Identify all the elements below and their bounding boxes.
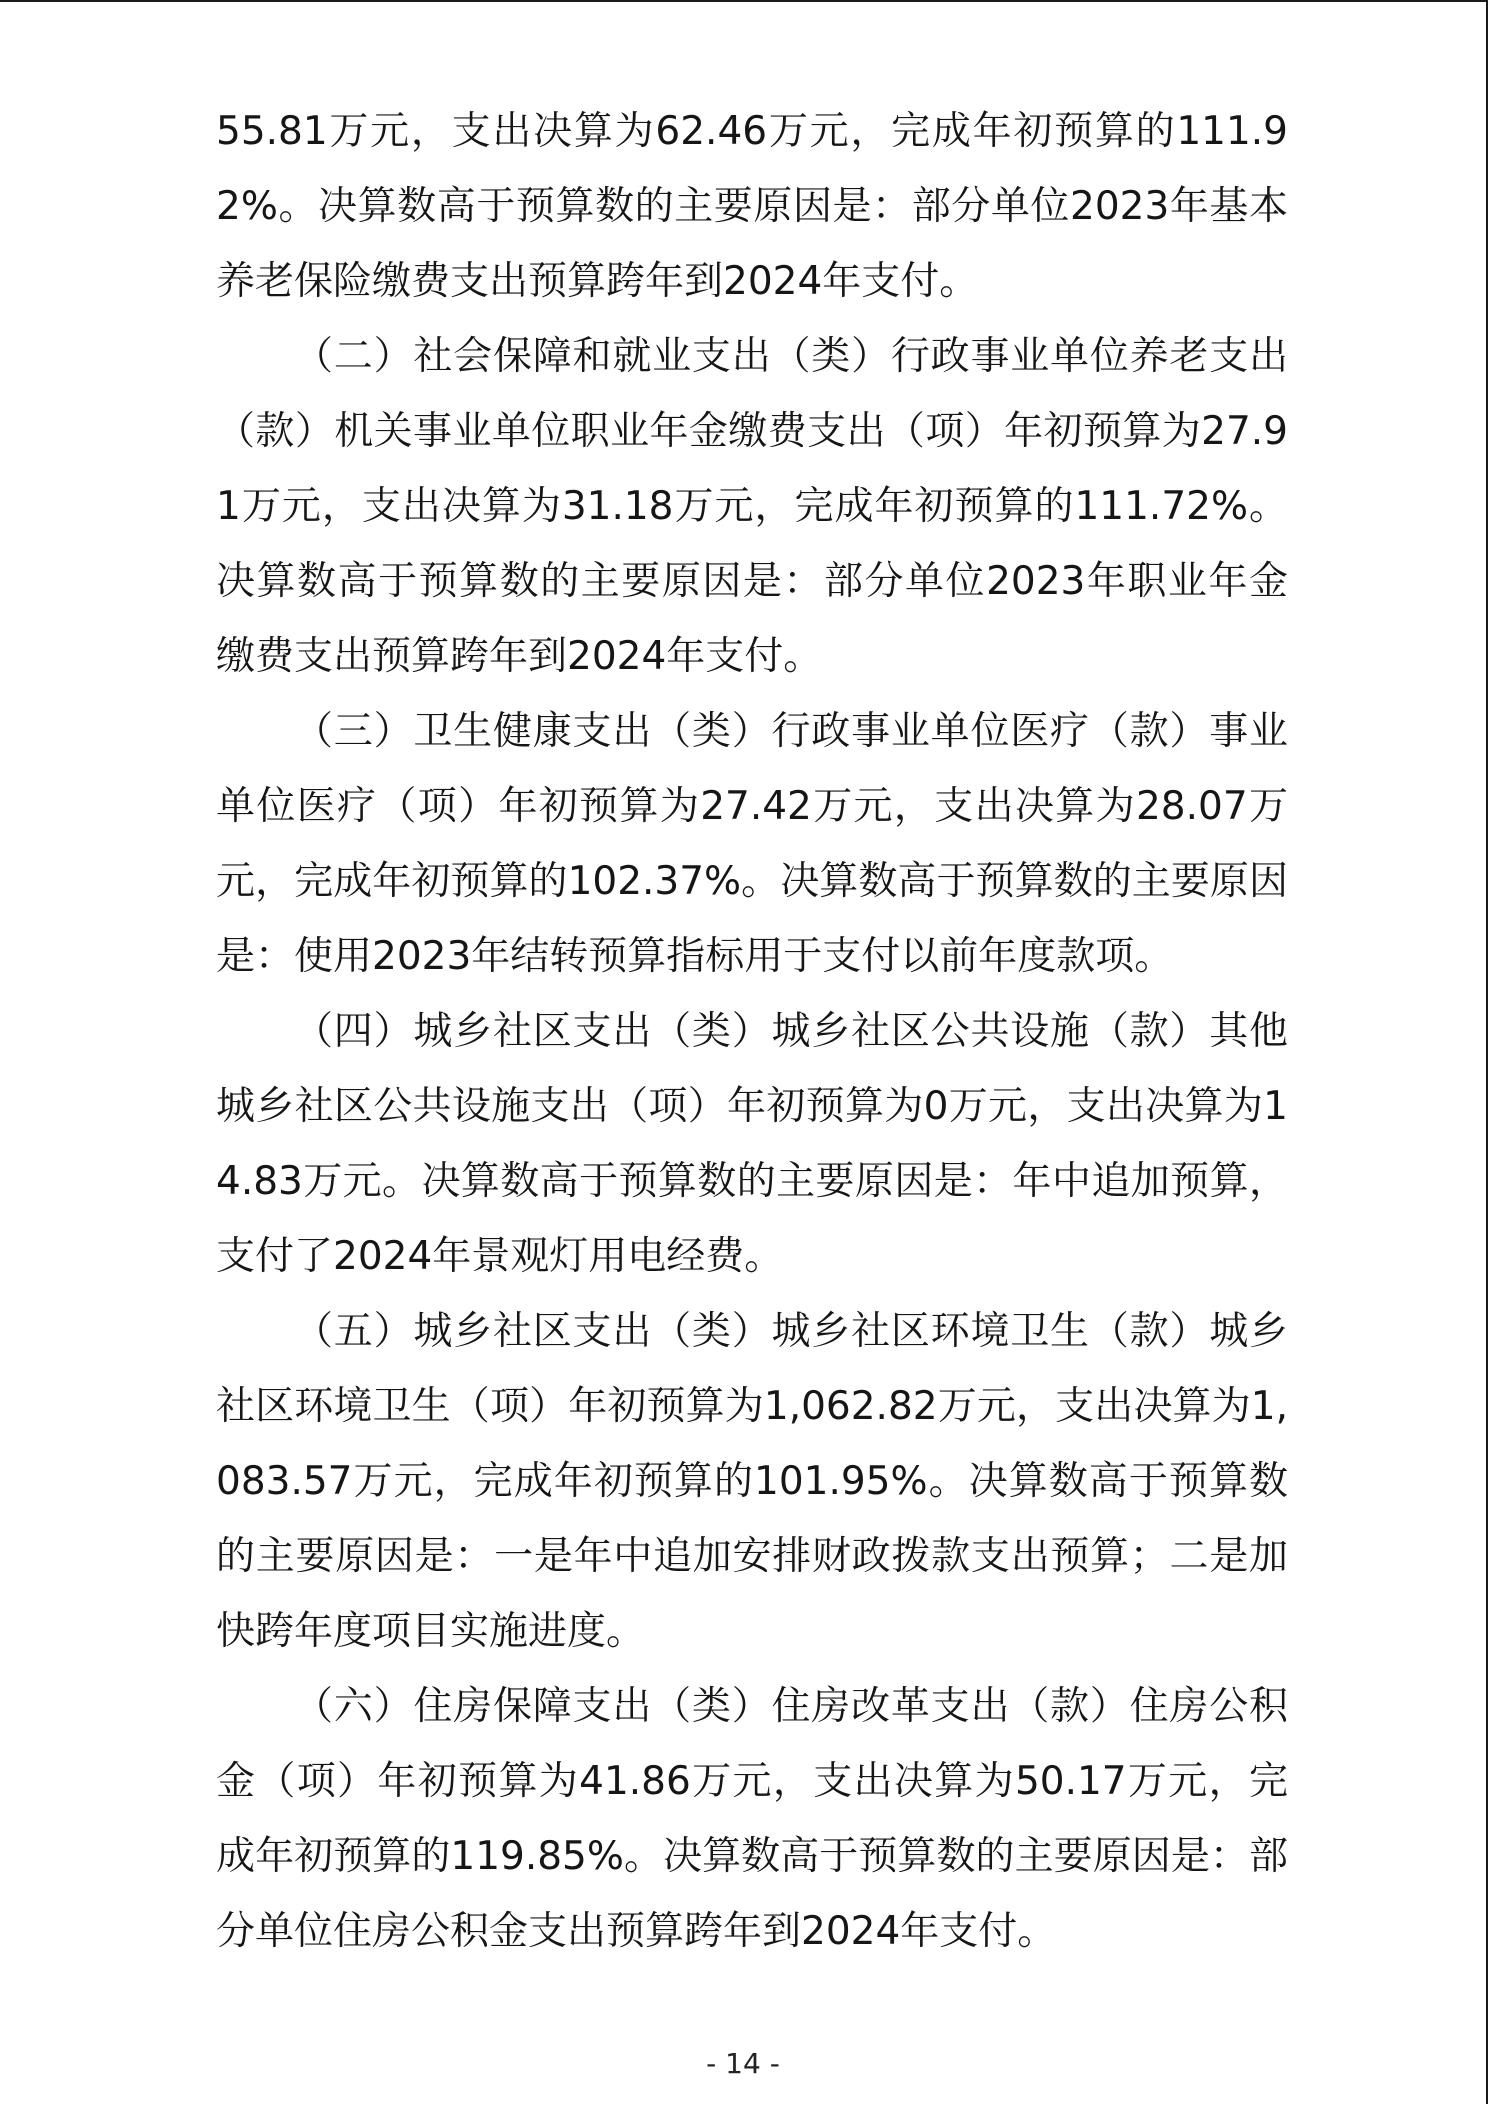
- paragraph-social-security: （二）社会保障和就业支出（类）行政事业单位养老支出（款）机关事业单位职业年金缴费支出（项）年初预算为27.91万元，支出决算为31.18万元，完成年初预算的111.72%。决算数高于预算数的主要原因是：部分单位2023年职业年金缴费支出预算跨年到2024年支付。: [216, 334, 1288, 679]
- page-number: - 14 -: [706, 2047, 780, 2080]
- paragraph-public-facilities: （四）城乡社区支出（类）城乡社区公共设施（款）其他城乡社区公共设施支出（项）年初预算为0万元，支出决算为14.83万元。决算数高于预算数的主要原因是：年中追加预算，支付了2024年景观灯用电经费。: [216, 1009, 1288, 1279]
- paragraph-environmental-sanitation: （五）城乡社区支出（类）城乡社区环境卫生（款）城乡社区环境卫生（项）年初预算为1,062.82万元，支出决算为1,083.57万元，完成年初预算的101.95%。决算数高于预算数的主要原因是：一是年中追加安排财政拨款支出预算；二是加快跨年度项目实施进度。: [216, 1309, 1288, 1654]
- paragraph-housing: （六）住房保障支出（类）住房改革支出（款）住房公积金（项）年初预算为41.86万元，支出决算为50.17万元，完成年初预算的119.85%。决算数高于预算数的主要原因是：部分单位住房公积金支出预算跨年到2024年支付。: [216, 1684, 1288, 1954]
- paragraph-health: （三）卫生健康支出（类）行政事业单位医疗（款）事业单位医疗（项）年初预算为27.42万元，支出决算为28.07万元，完成年初预算的102.37%。决算数高于预算数的主要原因是：使用2023年结转预算指标用于支付以前年度款项。: [216, 709, 1288, 979]
- paragraph-continuation: 55.81万元，支出决算为62.46万元，完成年初预算的111.92%。决算数高于预算数的主要原因是：部分单位2023年基本养老保险缴费支出预算跨年到2024年支付。: [216, 109, 1288, 304]
- document-body: [216, 94, 1288, 1969]
